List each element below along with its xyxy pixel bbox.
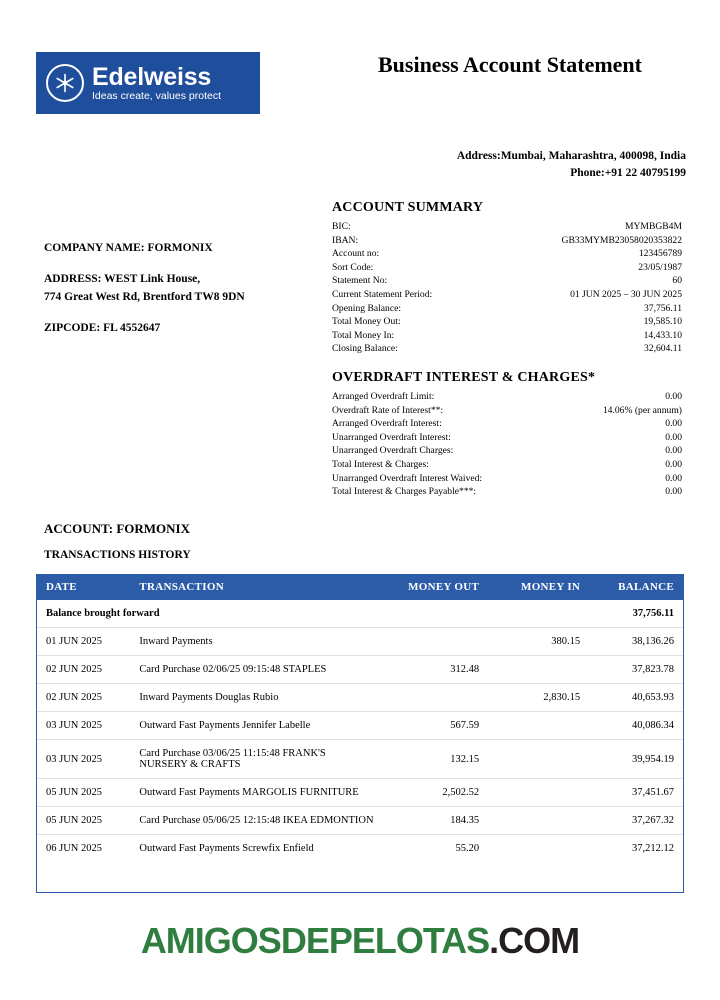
summary-value: MYMBGB4M (624, 221, 682, 232)
summary-row (332, 220, 682, 234)
column-header-transaction: TRANSACTION (129, 574, 383, 600)
cell-money-out (384, 684, 489, 712)
summary-value: 123456789 (638, 248, 682, 260)
summary-row (332, 302, 682, 316)
company-details (44, 240, 245, 351)
cell-date: 02 JUN 2025 (36, 656, 129, 684)
cell-transaction: Card Purchase 03/06/25 11:15:48 FRANK'S NURSERY & CRAFTS (129, 740, 383, 779)
charges-label: Arranged Overdraft Interest: (332, 418, 442, 430)
cell-balance: 37,451.67 (590, 779, 684, 807)
company-address-line1: ADDRESS: WEST Link House, (44, 273, 201, 286)
table-row-brought-forward (36, 600, 684, 628)
summary-value: 32,604.11 (643, 343, 682, 355)
transactions-history-title: TRANSACTIONS HISTORY (44, 549, 191, 561)
cell-money-out: 312.48 (384, 656, 489, 684)
cell-transaction: Inward Payments Douglas Rubio (129, 684, 383, 712)
brought-forward-in (489, 600, 590, 628)
column-header-balance: BALANCE (590, 574, 684, 600)
summary-value: 23/05/1987 (638, 261, 682, 273)
cell-transaction: Outward Fast Payments Screwfix Enfield (139, 843, 314, 854)
summary-label: Statement No: (332, 275, 388, 287)
cell-date: 03 JUN 2025 (36, 712, 129, 740)
overdraft-charges (332, 370, 682, 499)
cell-money-in: 2,830.15 (489, 684, 590, 712)
bank-contact-block (457, 148, 686, 181)
summary-label: Current Statement Period: (332, 289, 433, 301)
summary-row (332, 234, 682, 248)
charges-label: Arranged Overdraft Limit: (332, 391, 435, 402)
bank-logo (36, 52, 260, 114)
brought-forward-out (384, 600, 489, 628)
logo-tagline: Ideas create, values protect (92, 90, 221, 103)
table-row (36, 684, 684, 712)
summary-label: IBAN: (332, 234, 359, 246)
cell-money-out (384, 628, 489, 656)
cell-date: 02 JUN 2025 (36, 684, 129, 712)
cell-money-out: 55.20 (455, 843, 480, 854)
summary-label: Closing Balance: (332, 343, 398, 355)
charges-value: 14.06% (per annum) (602, 404, 682, 416)
snowflake-icon (46, 64, 84, 102)
watermark-name: AMIGOSDEPELOTAS (140, 920, 490, 961)
company-name: COMPANY NAME: FORMONIX (44, 242, 213, 254)
charges-row (332, 404, 682, 418)
company-zipcode: ZIPCODE: FL 4552647 (44, 321, 161, 334)
account-summary (332, 200, 682, 356)
summary-label: Total Money In: (332, 329, 395, 341)
charges-label: Unarranged Overdraft Interest Waived: (332, 472, 483, 484)
cell-balance: 40,086.34 (590, 712, 684, 740)
cell-transaction: Outward Fast Payments Jennifer Labelle (129, 712, 383, 740)
summary-label: Opening Balance: (332, 302, 401, 314)
charges-row (332, 472, 682, 486)
charges-row (332, 431, 682, 445)
table-row (36, 712, 684, 740)
overdraft-charges-title: OVERDRAFT INTEREST & CHARGES* (332, 370, 596, 385)
transactions-table (36, 574, 684, 862)
summary-row (332, 288, 682, 302)
cell-transaction: Card Purchase 02/06/25 09:15:48 STAPLES (129, 656, 383, 684)
column-header-money-out: MONEY OUT (384, 574, 489, 600)
table-row (36, 807, 684, 835)
charges-label: Overdraft Rate of Interest**: (332, 404, 444, 416)
charges-label: Total Interest & Charges: (332, 459, 429, 471)
charges-value: 0.00 (665, 486, 682, 498)
summary-value: 37,756.11 (643, 302, 682, 314)
charges-value: 0.00 (665, 431, 682, 443)
summary-value: 01 JUN 2025 – 30 JUN 2025 (570, 289, 682, 301)
table-header-row (36, 574, 684, 600)
cell-balance: 39,954.19 (590, 740, 684, 779)
company-address-line2: 774 Great West Rd, Brentford TW8 9DN (44, 290, 245, 303)
cell-money-out: 567.59 (384, 712, 489, 740)
charges-row (332, 390, 682, 404)
cell-money-in (489, 656, 590, 684)
cell-transaction: Outward Fast Payments MARGOLIS FURNITURE (129, 779, 383, 807)
brought-forward-label: Balance brought forward (36, 600, 384, 628)
summary-label: Total Money Out: (332, 316, 401, 328)
cell-money-out: 184.35 (384, 807, 489, 835)
cell-money-out: 132.15 (384, 740, 489, 779)
charges-value: 0.00 (665, 459, 682, 471)
charges-row (332, 417, 682, 431)
watermark-tld: .COM (489, 920, 580, 961)
charges-label: Unarranged Overdraft Charges: (332, 445, 454, 457)
charges-value: 0.00 (665, 472, 682, 484)
account-label: ACCOUNT: FORMONIX (44, 521, 190, 536)
cell-money-in: 380.15 (489, 628, 590, 656)
summary-row (332, 329, 682, 343)
cell-balance: 37,823.78 (590, 656, 684, 684)
summary-row (332, 274, 682, 288)
cell-money-in (489, 807, 590, 835)
cell-balance: 40,653.93 (590, 684, 684, 712)
cell-balance: 38,136.26 (590, 628, 684, 656)
cell-balance: 37,267.32 (590, 807, 684, 835)
table-row (36, 779, 684, 807)
page-title: Business Account Statement (377, 52, 642, 77)
column-header-money-in: MONEY IN (489, 574, 590, 600)
bank-phone: Phone:+91 22 40795199 (570, 166, 686, 179)
table-row (36, 835, 684, 863)
summary-row (332, 342, 682, 356)
cell-money-in (489, 835, 590, 863)
summary-value: 19,585.10 (643, 316, 682, 328)
summary-label: Account no: (332, 248, 380, 260)
cell-date: 06 JUN 2025 (46, 843, 103, 854)
cell-money-in (489, 779, 590, 807)
cell-date: 05 JUN 2025 (36, 779, 129, 807)
summary-value: 14,433.10 (643, 329, 682, 341)
account-summary-title: ACCOUNT SUMMARY (332, 200, 484, 215)
charges-row (332, 458, 682, 472)
cell-money-in (489, 740, 590, 779)
table-row (36, 628, 684, 656)
charges-label: Unarranged Overdraft Interest: (332, 431, 451, 443)
bank-address: Address:Mumbai, Maharashtra, 400098, India (456, 150, 686, 162)
table-row (36, 656, 684, 684)
column-header-date: DATE (36, 574, 129, 600)
charges-value: 0.00 (665, 418, 682, 430)
summary-row (332, 247, 682, 261)
charges-row (332, 485, 682, 499)
site-watermark (0, 920, 720, 962)
summary-label: Sort Code: (332, 261, 374, 273)
cell-date: 03 JUN 2025 (36, 740, 129, 779)
summary-row (332, 261, 682, 275)
cell-date: 05 JUN 2025 (36, 807, 129, 835)
charges-value: 0.00 (665, 391, 682, 402)
cell-transaction: Inward Payments (129, 628, 383, 656)
logo-wordmark: Edelweiss (92, 62, 212, 91)
table-row (36, 740, 684, 779)
cell-transaction: Card Purchase 05/06/25 12:15:48 IKEA EDMONTION (129, 807, 383, 835)
charges-row (332, 444, 682, 458)
summary-row (332, 315, 682, 329)
cell-money-out: 2,502.52 (384, 779, 489, 807)
cell-balance: 37,212.12 (632, 843, 674, 854)
brought-forward-balance: 37,756.11 (590, 600, 684, 628)
summary-value: 60 (672, 275, 682, 287)
charges-label: Total Interest & Charges Payable***: (332, 486, 477, 498)
cell-date: 01 JUN 2025 (36, 628, 129, 656)
charges-value: 0.00 (665, 445, 682, 457)
cell-money-in (489, 712, 590, 740)
summary-value: GB33MYMB23058020353822 (561, 234, 682, 246)
summary-label: BIC: (332, 221, 351, 232)
